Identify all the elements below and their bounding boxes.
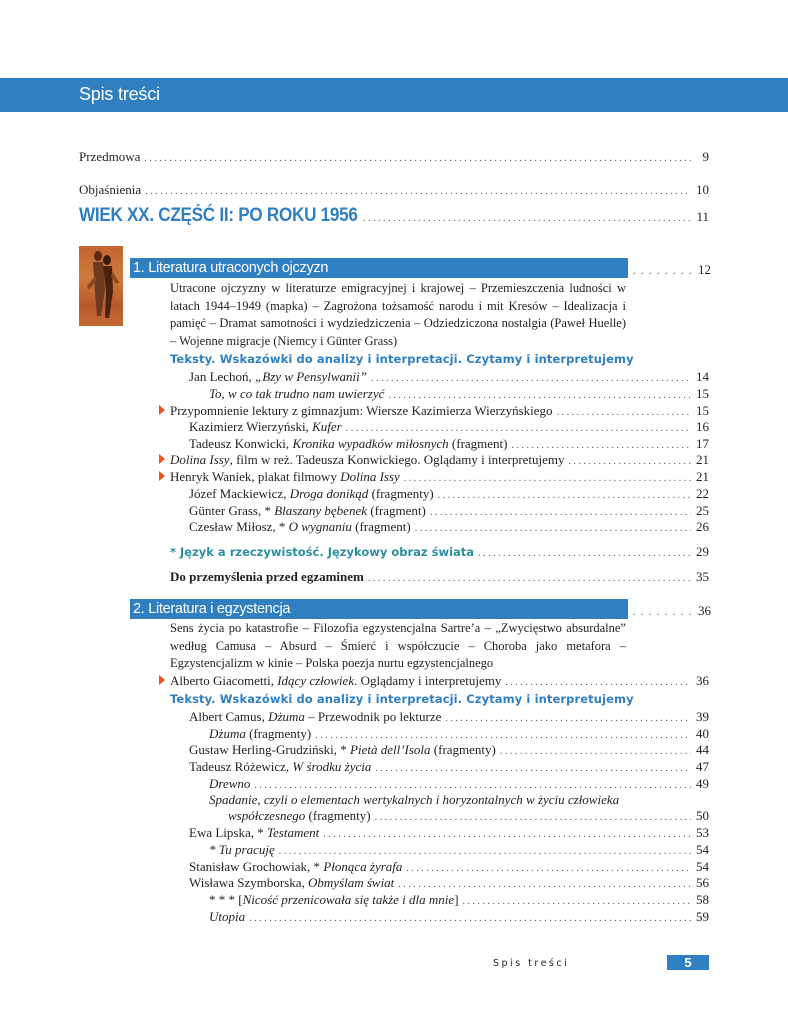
dot-leader — [279, 844, 691, 860]
toc-entry-label: Stanisław Grochowiak, * Płonąca żyrafa — [189, 859, 403, 874]
dot-leader — [375, 810, 691, 826]
page-number: 11 — [696, 209, 709, 224]
dot-leader — [445, 711, 691, 727]
page-number: 22 — [696, 486, 709, 501]
toc-entry-label: Alberto Giacometti, Idący człowiek. Oglądamy i interpretujemy — [170, 673, 502, 688]
dot-leader — [323, 827, 691, 843]
footer-page-number: 5 — [667, 955, 709, 970]
toc-entry-label: Wisława Szymborska, Obmyślam świat — [189, 875, 395, 890]
toc-entry-exam[interactable] — [170, 569, 709, 587]
toc-entry-label: Dolina Issy, film w reż. Tadeusza Konwickiego. Oglądamy i interpretujemy — [170, 452, 565, 467]
toc-part-entry[interactable] — [79, 205, 709, 227]
toc-entry[interactable] — [189, 519, 709, 537]
page-number: 50 — [696, 808, 709, 823]
toc-entry-label: Spadanie, czyli o elementach wertykalnych i horyzontalnych w życiu człowieka — [209, 792, 620, 807]
dot-leader — [363, 211, 691, 227]
dot-leader — [145, 184, 691, 200]
page-number: 16 — [696, 419, 709, 434]
chapter-2-title[interactable]: 2. Literatura i egzystencja — [133, 601, 291, 617]
arrow-marker-icon — [159, 454, 165, 464]
chapter-2-description: Sens życia po katastrofie – Filozofia egzystencjalna Sartre’a – „Zwycięstwo absurdalne” według Camusa – Absurd – Śmierć i współczucie – Choroba jako metafora – Egzystencjalizm w kinie – Polska poezja nurtu egzystencjalnego — [170, 621, 626, 670]
toc-entry[interactable] — [189, 875, 709, 893]
section-heading: Teksty. Wskazówki do analizy i interpretacji. Czytamy i interpretujemy — [170, 692, 634, 706]
toc-entry-label: * * * [Nicość przenicowała się także i dla mnie] — [209, 892, 459, 907]
dot-leader — [478, 546, 691, 562]
toc-entry-label: Utopia — [209, 909, 246, 924]
dot-leader — [438, 488, 691, 504]
toc-entry[interactable] — [209, 892, 709, 910]
toc-entry-label: Do przemyślenia przed egzaminem — [170, 569, 364, 584]
page-number: 29 — [696, 544, 709, 559]
toc-entry-label: Przypomnienie lektury z gimnazjum: Wiersze Kazimierza Wierzyńskiego — [170, 403, 553, 418]
page-number: 26 — [696, 519, 709, 534]
toc-entry[interactable] — [189, 369, 709, 387]
toc-entry-label: Albert Camus, Dżuma – Przewodnik po lekturze — [189, 709, 442, 724]
arrow-marker-icon — [159, 675, 165, 685]
toc-entry-objasnienia[interactable] — [79, 182, 709, 200]
toc-entry-label: Dżuma (fragmenty) — [209, 726, 312, 741]
toc-entry-giacometti[interactable] — [170, 673, 709, 691]
toc-entry-label: * Język a rzeczywistość. Językowy obraz świata — [170, 545, 475, 559]
page-number: 58 — [696, 892, 709, 907]
page-number: 9 — [702, 149, 709, 164]
page-number: 15 — [696, 403, 709, 418]
dot-leader — [633, 603, 698, 623]
toc-entry-label: Jan Lechoń, „Bzy w Pensylwanii” — [189, 369, 368, 384]
toc-entry-label: Przedmowa — [79, 149, 141, 164]
page-number: 36 — [696, 673, 709, 688]
page-title: Spis treści — [79, 84, 160, 104]
page-number: 39 — [696, 709, 709, 724]
dot-leader — [388, 388, 691, 404]
page-number: 54 — [696, 859, 709, 874]
page-number: 17 — [696, 436, 709, 451]
toc-entry[interactable] — [189, 742, 709, 760]
dot-leader — [368, 571, 691, 587]
toc-entry[interactable] — [228, 808, 709, 826]
page-number: 21 — [696, 452, 709, 467]
part-title: WIEK XX. CZĘŚĆ II: PO ROKU 1956 — [79, 205, 358, 226]
toc-entry-label: Objaśnienia — [79, 182, 142, 197]
page-number: 14 — [696, 369, 709, 384]
dot-leader — [569, 454, 691, 470]
chapter-1-page-ref — [633, 260, 711, 282]
dot-leader — [371, 371, 691, 387]
toc-entry[interactable] — [209, 386, 709, 404]
page-number: 25 — [696, 503, 709, 518]
page-number: 47 — [696, 759, 709, 774]
chapter-1-title[interactable]: 1. Literatura utraconych ojczyzn — [133, 260, 329, 276]
page-number: 44 — [696, 742, 709, 757]
page-number: 15 — [696, 386, 709, 401]
toc-entry[interactable] — [189, 486, 709, 504]
page-number: 10 — [696, 182, 709, 197]
dot-leader — [415, 521, 691, 537]
toc-entry[interactable] — [189, 759, 709, 777]
page-number: 49 — [696, 776, 709, 791]
chapter-1-description: Utracone ojczyzny w literaturze emigracyjnej i krajowej – Przemieszczenia ludności w latach 1944–1949 (mapka) – Zagrożona tożsamość narodu i mit Kresów – Idealizacja i pamięć – Dramat samotności i wydziedziczenia – Odziedziczona nostalgia (Paweł Huelle) – Wojenne migracje (Niemcy i Günter Grass) — [170, 281, 626, 348]
toc-entry[interactable] — [170, 452, 709, 470]
toc-entry[interactable] — [209, 842, 709, 860]
toc-entry-label: Drewno — [209, 776, 251, 791]
dot-leader — [633, 262, 698, 282]
dot-leader — [346, 421, 691, 437]
dot-leader — [249, 911, 691, 927]
toc-entry-label: Tadeusz Konwicki, Kronika wypadków miłosnych (fragment) — [189, 436, 508, 451]
arrow-marker-icon — [159, 471, 165, 481]
toc-entry-label: Tadeusz Różewicz, W środku życia — [189, 759, 372, 774]
toc-entry-label: To, w co tak trudno nam uwierzyć — [209, 386, 385, 401]
dot-leader — [500, 744, 691, 760]
page-number: 36 — [698, 603, 711, 618]
toc-entry-label: * Tu pracuję — [209, 842, 275, 857]
toc-entry-label: Günter Grass, * Blaszany bębenek (fragment) — [189, 503, 426, 518]
toc-entry[interactable] — [189, 709, 709, 727]
toc-entry-label: Gustaw Herling-Grudziński, * Pietà dell’Isola (fragmenty) — [189, 742, 496, 757]
toc-entry-label: Czesław Miłosz, * O wygnaniu (fragment) — [189, 519, 411, 534]
toc-entry-label: Henryk Waniek, plakat filmowy Dolina Issy — [170, 469, 400, 484]
page-number: 54 — [696, 842, 709, 857]
toc-entry[interactable] — [170, 469, 709, 487]
chapter-2-page-ref — [633, 601, 711, 623]
page-number: 35 — [696, 569, 709, 584]
toc-entry-label: Kazimierz Wierzyński, Kufer — [189, 419, 342, 434]
toc-entry[interactable] — [189, 419, 709, 437]
dot-leader — [144, 151, 691, 167]
toc-entry-label: Józef Mackiewicz, Droga donikąd (fragmenty) — [189, 486, 434, 501]
toc-entry[interactable] — [189, 825, 709, 843]
page-number: 59 — [696, 909, 709, 924]
dot-leader — [375, 761, 691, 777]
toc-entry[interactable] — [209, 909, 709, 927]
section-heading: Teksty. Wskazówki do analizy i interpretacji. Czytamy i interpretujemy — [170, 352, 634, 366]
dot-leader — [463, 894, 691, 910]
dot-leader — [404, 471, 691, 487]
dot-leader — [398, 877, 691, 893]
arrow-marker-icon — [159, 405, 165, 415]
toc-entry-label: Ewa Lipska, * Testament — [189, 825, 320, 840]
page-number: 21 — [696, 469, 709, 484]
toc-entry-przedmowa[interactable] — [79, 149, 709, 167]
page-number: 12 — [698, 262, 711, 277]
dot-leader — [505, 675, 691, 691]
page-number: 56 — [696, 875, 709, 890]
toc-entry-label: współczesnego (fragmenty) — [228, 808, 371, 823]
chapter-photo — [79, 246, 123, 326]
page-number: 53 — [696, 825, 709, 840]
toc-entry-language[interactable] — [170, 544, 709, 562]
toc-entry[interactable] — [209, 792, 709, 808]
page-number: 40 — [696, 726, 709, 741]
footer-label: Spis treści — [493, 958, 570, 969]
